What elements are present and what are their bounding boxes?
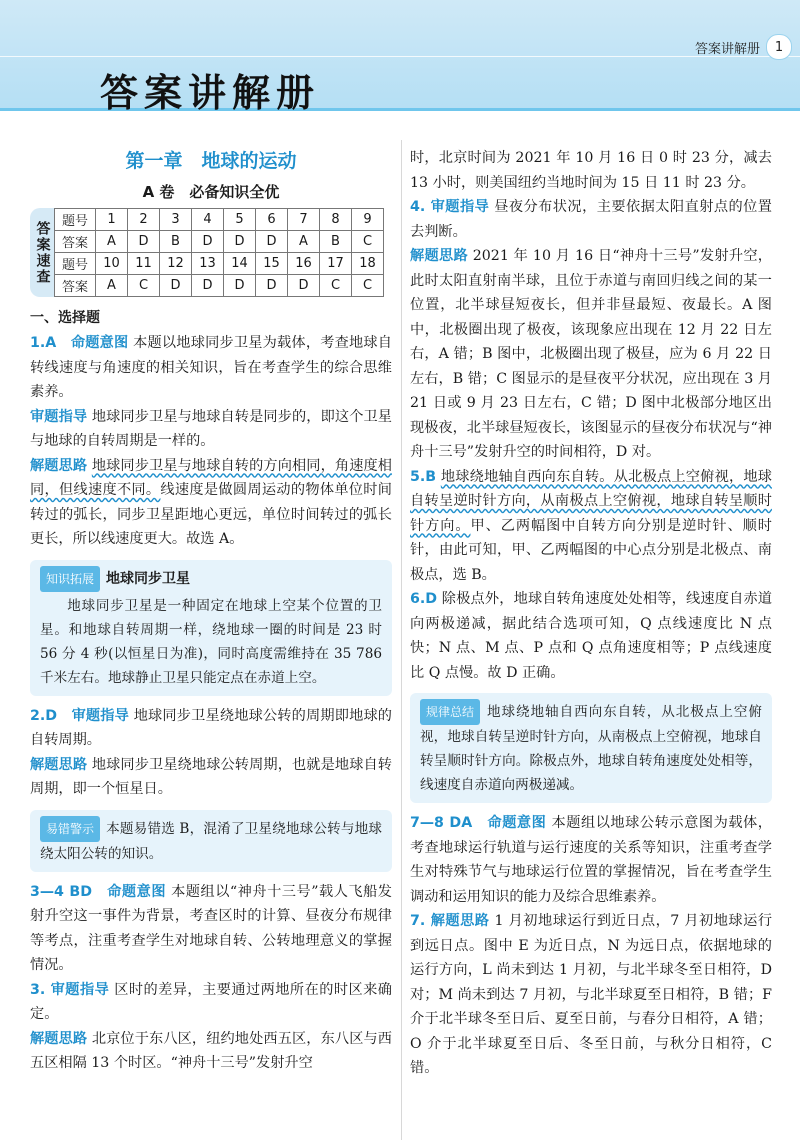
answer-row — [55, 253, 384, 275]
q3-guide-tag: 3. 审题指导 — [30, 981, 110, 998]
chapter-title: 第一章 地球的运动 — [125, 150, 297, 172]
answer-cell: 16 — [288, 253, 320, 275]
q4-guide — [410, 195, 772, 244]
summary-tag: 规律总结 — [420, 699, 480, 725]
q4-tag: 4. 审题指导 — [410, 199, 490, 215]
answer-cell: 3 — [160, 209, 192, 231]
answer-cell: D — [192, 275, 224, 297]
q2-tag: 2.D 审题指导 — [30, 707, 130, 724]
answer-cell: 5 — [224, 209, 256, 231]
knowledge-box — [30, 560, 392, 696]
answer-cell: C — [128, 275, 160, 297]
q1-solution — [30, 454, 392, 552]
q3-guide-text: 区时的差异，主要通过两地所在的时区来确定。 — [30, 981, 392, 1022]
answer-cell: D — [256, 231, 288, 253]
answer-cell: D — [288, 275, 320, 297]
answer-cell: 18 — [352, 253, 384, 275]
section-subtitle: A 卷 必备知识全优 — [142, 183, 280, 201]
header-rule — [0, 56, 800, 57]
q3-solution — [30, 1027, 392, 1076]
q2-solution — [30, 753, 392, 802]
q3-guide — [30, 978, 392, 1027]
answer-row-header: 答案 — [55, 275, 96, 297]
q1-solution-tag: 解题思路 — [30, 457, 88, 474]
answer-cell: 11 — [128, 253, 160, 275]
answer-cell: 14 — [224, 253, 256, 275]
q3-continuation: 时，北京时间为 2021 年 10 月 16 日 0 时 23 分，减去 13 小时，则美国纽约当地时间为 15 日 11 时 23 分。 — [410, 150, 772, 191]
q7-intent — [410, 811, 772, 909]
answer-cell: 12 — [160, 253, 192, 275]
q6-answer — [410, 587, 772, 685]
q3-tag: 3—4 BD 命题意图 — [30, 883, 167, 900]
q1-intent-text: 本题以地球同步卫星为载体，考查地球自转线速度与角速度的相关知识，旨在考查学生的综合思维素养。 — [30, 335, 392, 400]
q5-tag: 5.B — [410, 468, 437, 485]
answer-cell: 4 — [192, 209, 224, 231]
answer-cell: D — [160, 275, 192, 297]
answer-cell: B — [320, 231, 352, 253]
q3-intent-text: 本题组以“神舟十三号”载人飞船发射升空这一事件为背景，考查区时的计算、昼夜分布规律等考点，注重考查学生对地球自转、公转地理意义的掌握情况。 — [30, 883, 392, 973]
knowledge-text: 地球同步卫星是一种固定在地球上空某个位置的卫星。和地球自转周期一样，绕地球一圈的时间是 23 时 56 分 4 秒(以恒星日为准)，同时高度需维持在 35 786 千米左右。地球静止卫星只能定点在赤道上空。 — [40, 597, 382, 686]
q4-solution-tag: 解题思路 — [410, 248, 468, 264]
q4-solution-text: 2021 年 10 月 16 日“神舟十三号”发射升空，此时太阳直射南半球，且位于赤道与南回归线之间的某一位置，北半球昼短夜长，但并非昼最短、夜最长。A 图中，北极圈出现了极夜，该现象应出现在 12 月 22 日左右，A 错；B 图中，北极圈出现了极昼，应为 6 月 22 日左右，B 错；C 图显示的是昼夜平分状况，应出现在 3 月 21 日或 9 月 23 日左右，C 错；D 图中北极部分地区出现极夜，北半球昼短夜长，该图显示的昼夜分布状况与“神舟十三号”发射升空的时间相符，D 对。 — [410, 248, 772, 460]
warning-text: 本题易错选 B，混淆了卫星绕地球公转与地球绕太阳公转的知识。 — [40, 820, 382, 862]
answer-cell: A — [288, 231, 320, 253]
answer-cell: 7 — [288, 209, 320, 231]
q4-guide-text: 昼夜分布状况，主要依据太阳直射点的位置去判断。 — [410, 199, 772, 240]
q1-tag: 1.A 命题意图 — [30, 335, 129, 351]
q7-tag: 7—8 DA 命题意图 — [410, 815, 547, 831]
answer-cell: C — [320, 275, 352, 297]
answer-row-header: 题号 — [55, 253, 96, 275]
column-divider — [401, 140, 402, 1140]
q6-text: 除极点外，地球自转角速度处处相等，线速度自赤道向两极递减，据此结合选项可知，Q 点线速度比 N 点快；N 点、M 点、P 点和 Q 点角速度相等；P 点线速度比 Q 点慢。故 D 正确。 — [410, 591, 772, 681]
answer-cell: B — [160, 231, 192, 253]
answer-cell: D — [224, 231, 256, 253]
q7-solution — [410, 909, 772, 1081]
q7-intent-text: 本题组以地球公转示意图为载体，考查地球运行轨道与运行速度的关系等知识，注重考查学生对特殊节气与地球运行位置的掌握情况，旨在考查学生调动和运用知识的能力及综合思维素养。 — [410, 815, 772, 905]
answer-cell: D — [224, 275, 256, 297]
answer-row — [55, 275, 384, 297]
answer-table-side-label: 答案速查 — [30, 208, 54, 297]
running-header-text: 答案讲解册 — [694, 41, 760, 57]
answer-row-header: 题号 — [55, 209, 96, 231]
q6-tag: 6.D — [410, 591, 438, 607]
answer-cell: 13 — [192, 253, 224, 275]
q1-intent — [30, 331, 392, 405]
answer-cell: 1 — [96, 209, 128, 231]
answer-cell: 2 — [128, 209, 160, 231]
summary-text: 地球绕地轴自西向东自转，从北极点上空俯视，地球自转呈逆时针方向，从南极点上空俯视，地球自转呈顺时针方向。除极点外，地球自转角速度处处相等，线速度自赤道向两极递减。 — [420, 704, 762, 793]
q1-solution-emphasis: 地球同步卫星与地球自转的方向相同，角速度相同，但线速度不同。 — [30, 457, 392, 498]
q4-solution — [410, 244, 772, 465]
q7-solution-text: 1 月初地球运行到近日点，7 月初地球运行到远日点。图中 E 为近日点，N 为远日点，依据地球的运行方向，L 尚未到达 1 月初，与北半球冬至日相符，D 对；M 尚未到达 7 月初，与北半球夏至日相符，B 错；F 介于北半球冬至日后、夏至日前，与春分日相符，A 错；O 介于北半球夏至日后、冬至日前，与秋分日相符，C 错。 — [410, 913, 773, 1076]
knowledge-title: 地球同步卫星 — [106, 570, 191, 587]
q1-guide-text: 地球同步卫星与地球自转是同步的，即这个卫星与地球的自转周期是一样的。 — [30, 408, 392, 449]
answer-row — [55, 209, 384, 231]
answer-cell: D — [192, 231, 224, 253]
section-heading: 一、选择题 — [30, 310, 100, 326]
answer-cell: A — [96, 231, 128, 253]
answer-row — [55, 231, 384, 253]
running-header — [695, 34, 792, 60]
q3-solution-tag: 解题思路 — [30, 1030, 88, 1047]
answer-cell: 6 — [256, 209, 288, 231]
answer-cell: 17 — [320, 253, 352, 275]
knowledge-tag: 知识拓展 — [40, 566, 100, 592]
answer-cell: C — [352, 275, 384, 297]
summary-box — [410, 693, 772, 803]
page-number: 1 — [766, 34, 792, 60]
q3-intent — [30, 880, 392, 978]
answer-cell: D — [128, 231, 160, 253]
answer-cell: A — [96, 275, 128, 297]
q2-guide-text: 地球同步卫星绕地球公转的周期即地球的自转周期。 — [30, 707, 392, 748]
answer-cell: D — [256, 275, 288, 297]
q1-guide — [30, 405, 392, 454]
answer-table — [30, 208, 392, 297]
left-column — [30, 140, 392, 1076]
q7-solution-tag: 7. 解题思路 — [410, 913, 490, 929]
q1-solution-text: 线速度是做圆周运动的物体单位时间转过的弧长，同步卫星距地心更远，单位时间转过的弧长更长，所以线速度更大。故选 A。 — [30, 482, 392, 547]
right-column — [410, 146, 772, 1081]
page-title: 答案讲解册 — [100, 71, 321, 115]
warning-box — [30, 810, 392, 872]
answer-cell: 9 — [352, 209, 384, 231]
answer-row-header: 答案 — [55, 231, 96, 253]
q2-solution-tag: 解题思路 — [30, 756, 88, 773]
q5-text: 甲、乙两幅图中自转方向分别是逆时针、顺时针，由此可知，甲、乙两幅图的中心点分别是北极点、南极点，选 B。 — [410, 517, 772, 583]
answer-cell: 8 — [320, 209, 352, 231]
q5-answer — [410, 465, 772, 588]
q2-solution-text: 地球同步卫星绕地球公转周期，也就是地球自转周期，即一个恒星日。 — [30, 756, 392, 797]
warning-tag: 易错警示 — [40, 816, 100, 842]
answer-cell: 10 — [96, 253, 128, 275]
answer-grid — [54, 208, 384, 297]
q2-guide — [30, 704, 392, 753]
answer-cell: 15 — [256, 253, 288, 275]
q5-emphasis: 地球绕地轴自西向东自转。从北极点上空俯视，地球自转呈逆时针方向，从南极点上空俯视，地球自转呈顺时针方向。 — [410, 468, 772, 534]
q1-guide-tag: 审题指导 — [30, 408, 88, 425]
q3-solution-text: 北京位于东八区，纽约地处西五区，东八区与西五区相隔 13 个时区。“神舟十三号”发射升空 — [30, 1030, 392, 1071]
answer-cell: C — [352, 231, 384, 253]
